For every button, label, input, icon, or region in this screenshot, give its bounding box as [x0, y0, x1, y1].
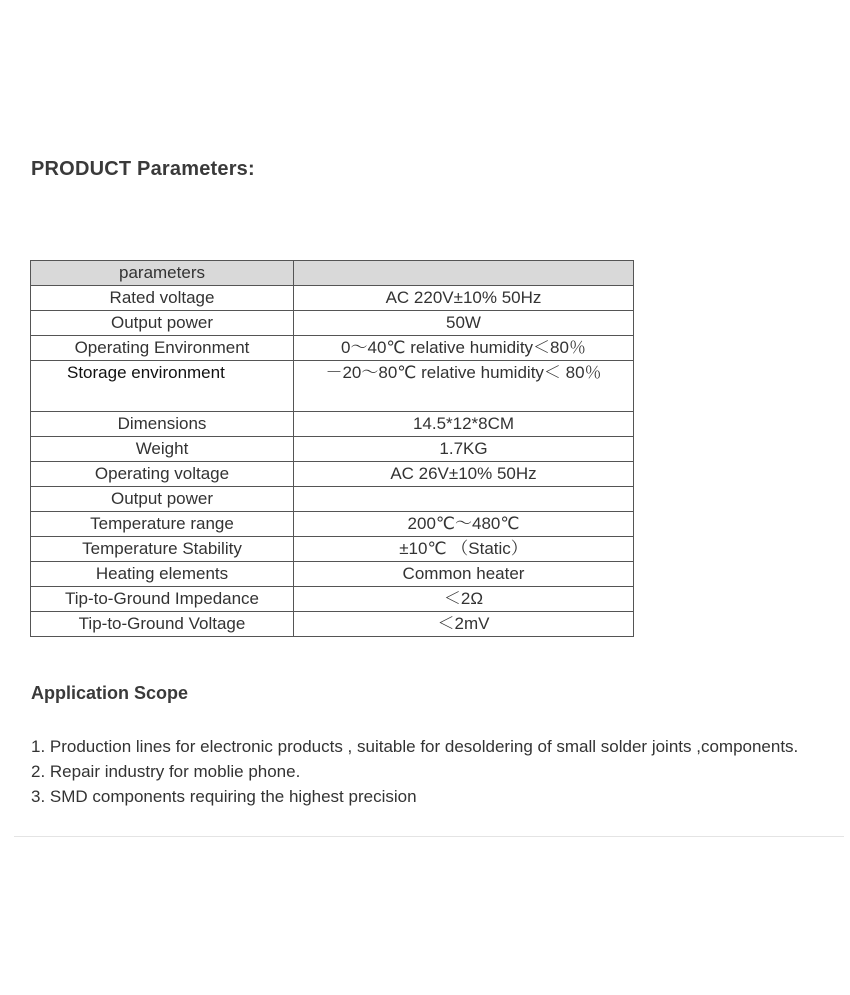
divider [14, 836, 844, 837]
list-item: 2. Repair industry for moblie phone. [31, 762, 301, 781]
param-value: AC 26V±10% 50Hz [294, 462, 634, 487]
table-row [31, 562, 634, 587]
table-row [31, 587, 634, 612]
param-value: 14.5*12*8CM [294, 412, 634, 437]
table-row [31, 311, 634, 336]
table-row [31, 512, 634, 537]
list-item: 1. Production lines for electronic products , suitable for desoldering of small solder joints ,components. [31, 737, 799, 756]
param-value: ＜2mV [294, 612, 634, 637]
table-row [31, 412, 634, 437]
param-label: Dimensions [31, 412, 294, 437]
param-value: Common heater [294, 562, 634, 587]
table-row [31, 537, 634, 562]
param-value: 1.7KG [294, 437, 634, 462]
page-title: PRODUCT Parameters: [31, 158, 255, 180]
parameters-table [30, 260, 634, 637]
param-value: ＜2Ω [294, 587, 634, 612]
header-parameters: parameters [31, 261, 294, 286]
param-label: Heating elements [31, 562, 294, 587]
table-row [31, 487, 634, 512]
table-row [31, 612, 634, 637]
param-label: Rated voltage [31, 286, 294, 311]
param-value: 200℃～480℃ [294, 512, 634, 537]
param-label: Tip-to-Ground Voltage [31, 612, 294, 637]
table-row [31, 286, 634, 311]
application-scope-list [31, 734, 831, 809]
table-row [31, 336, 634, 361]
table-row [31, 462, 634, 487]
param-label: Operating Environment [31, 336, 294, 361]
param-value: 50W [294, 311, 634, 336]
table-row [31, 361, 634, 412]
param-label: Storage environment [31, 361, 294, 412]
param-value: ±10℃ （Static） [294, 537, 634, 562]
param-value: AC 220V±10% 50Hz [294, 286, 634, 311]
header-value [294, 261, 634, 286]
application-scope-title: Application Scope [31, 683, 189, 703]
param-label: Operating voltage [31, 462, 294, 487]
param-value [294, 487, 634, 512]
list-item: 3. SMD components requiring the highest precision [31, 787, 417, 806]
param-label: Output power [31, 487, 294, 512]
param-value: 0～40℃ relative humidity＜80％ [294, 336, 634, 361]
table-row [31, 437, 634, 462]
param-label: Weight [31, 437, 294, 462]
param-label: Temperature Stability [31, 537, 294, 562]
table-header-row [31, 261, 634, 286]
param-label: Output power [31, 311, 294, 336]
param-label: Temperature range [31, 512, 294, 537]
param-label: Tip-to-Ground Impedance [31, 587, 294, 612]
param-value: －20～80℃ relative humidity＜ 80％ [294, 361, 634, 412]
